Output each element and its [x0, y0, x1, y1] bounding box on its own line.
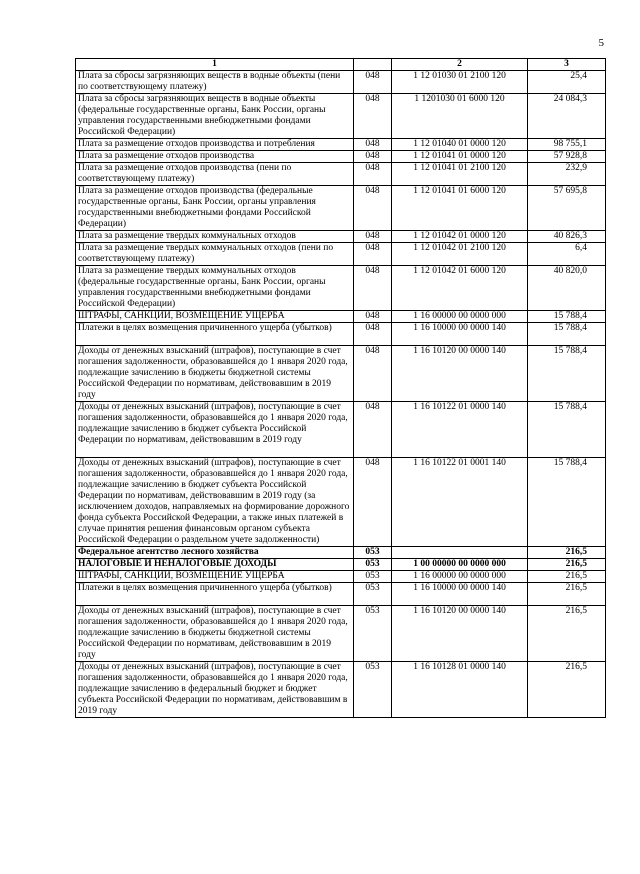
row-admin-code-cell: 048	[354, 458, 392, 547]
table-header-row	[76, 59, 606, 71]
row-amount-cell: 40 820,0	[528, 266, 606, 311]
table-row	[76, 402, 606, 458]
row-amount-cell: 216,5	[528, 583, 606, 606]
row-admin-code-cell: 048	[354, 139, 392, 151]
row-name-cell: Плата за размещение отходов производства	[76, 151, 354, 163]
row-amount-cell: 6,4	[528, 243, 606, 266]
table-row	[76, 311, 606, 323]
revenue-table	[75, 58, 606, 718]
row-admin-code-cell: 048	[354, 94, 392, 139]
row-budget-code-cell: 1 16 10000 00 0000 140	[392, 583, 528, 606]
row-admin-code-cell: 048	[354, 311, 392, 323]
row-amount-cell: 216,5	[528, 662, 606, 718]
row-amount-cell: 57 928,8	[528, 151, 606, 163]
row-name-cell: Плата за размещение отходов производства и потребления	[76, 139, 354, 151]
row-budget-code-cell: 1 16 10128 01 0000 140	[392, 662, 528, 718]
table-row	[76, 139, 606, 151]
row-amount-cell: 216,5	[528, 606, 606, 662]
header-col-3: 3	[528, 59, 606, 71]
row-budget-code-cell: 1 12 01041 01 6000 120	[392, 186, 528, 231]
row-admin-code-cell: 053	[354, 583, 392, 606]
row-name-cell: Платежи в целях возмещения причиненного ущерба (убытков)	[76, 583, 354, 606]
table-row	[76, 662, 606, 718]
table-row	[76, 71, 606, 94]
row-amount-cell: 15 788,4	[528, 458, 606, 547]
row-name-cell: Доходы от денежных взысканий (штрафов), поступающие в счет погашения задолженности, образовавшейся до 1 января 2020 года, подлежащие зачислению в федеральный бюджет и бюджет субъекта Российской Федерации по нормативам, действовавшим в 2019 году	[76, 662, 354, 718]
row-amount-cell: 98 755,1	[528, 139, 606, 151]
row-admin-code-cell: 048	[354, 231, 392, 243]
row-amount-cell: 15 788,4	[528, 323, 606, 346]
row-budget-code-cell: 1 16 10120 00 0000 140	[392, 346, 528, 402]
table-row	[76, 151, 606, 163]
row-name-cell: ШТРАФЫ, САНКЦИИ, ВОЗМЕЩЕНИЕ УЩЕРБА	[76, 311, 354, 323]
row-amount-cell: 15 788,4	[528, 402, 606, 458]
row-budget-code-cell: 1 12 01030 01 2100 120	[392, 71, 528, 94]
header-col-admin	[354, 59, 392, 71]
row-admin-code-cell: 048	[354, 243, 392, 266]
row-amount-cell: 216,5	[528, 559, 606, 571]
table-row	[76, 231, 606, 243]
row-amount-cell: 232,9	[528, 163, 606, 186]
row-name-cell: Плата за сбросы загрязняющих веществ в водные объекты (федеральные государственные органы, Банк России, органы управления государственными внебюджетными фондами Российской Федерации)	[76, 94, 354, 139]
row-admin-code-cell: 053	[354, 606, 392, 662]
page-number: 5	[598, 37, 604, 49]
table-row	[76, 163, 606, 186]
header-col-1: 1	[76, 59, 354, 71]
row-admin-code-cell: 053	[354, 547, 392, 559]
row-amount-cell: 15 788,4	[528, 311, 606, 323]
row-amount-cell: 15 788,4	[528, 346, 606, 402]
row-budget-code-cell	[392, 547, 528, 559]
table-row	[76, 243, 606, 266]
table-row	[76, 346, 606, 402]
row-amount-cell: 57 695,8	[528, 186, 606, 231]
row-budget-code-cell: 1 12 01040 01 0000 120	[392, 139, 528, 151]
row-budget-code-cell: 1 12 01042 01 2100 120	[392, 243, 528, 266]
row-name-cell: Плата за размещение отходов производства (федеральные государственные органы, Банк России, органы управления государственными внебюджетными фондами Российской Федерации)	[76, 186, 354, 231]
row-budget-code-cell: 1 00 00000 00 0000 000	[392, 559, 528, 571]
row-admin-code-cell: 048	[354, 266, 392, 311]
row-budget-code-cell: 1 12 01041 01 2100 120	[392, 163, 528, 186]
row-name-cell: Плата за сбросы загрязняющих веществ в водные объекты (пени по соответствующему платежу)	[76, 71, 354, 94]
row-admin-code-cell: 048	[354, 163, 392, 186]
table-row	[76, 583, 606, 606]
row-budget-code-cell: 1 12 01042 01 6000 120	[392, 266, 528, 311]
row-amount-cell: 40 826,3	[528, 231, 606, 243]
row-name-cell: Доходы от денежных взысканий (штрафов), поступающие в счет погашения задолженности, образовавшейся до 1 января 2020 года, подлежащие зачислению в бюджет субъекта Российской Федерации по нормативам, действовавшим в 2019 году (за исключением доходов, направляемых на формирование дорожного фонда субъекта Российской Федерации, а также иных платежей в случае принятия решения финансовым органом субъекта Российской Федерации о раздельном учете задолженности)	[76, 458, 354, 547]
row-name-cell: Платежи в целях возмещения причиненного ущерба (убытков)	[76, 323, 354, 346]
table-row	[76, 94, 606, 139]
row-budget-code-cell: 1 16 00000 00 0000 000	[392, 571, 528, 583]
row-budget-code-cell: 1 12 01042 01 0000 120	[392, 231, 528, 243]
row-admin-code-cell: 048	[354, 186, 392, 231]
row-name-cell: Плата за размещение твердых коммунальных отходов (пени по соответствующему платежу)	[76, 243, 354, 266]
row-budget-code-cell: 1 12 01041 01 0000 120	[392, 151, 528, 163]
row-budget-code-cell: 1 16 10122 01 0000 140	[392, 402, 528, 458]
row-amount-cell: 25,4	[528, 71, 606, 94]
row-name-cell: Федеральное агентство лесного хозяйства	[76, 547, 354, 559]
row-admin-code-cell: 048	[354, 346, 392, 402]
table-row	[76, 266, 606, 311]
row-budget-code-cell: 1 16 10122 01 0001 140	[392, 458, 528, 547]
table-row	[76, 458, 606, 547]
row-admin-code-cell: 048	[354, 402, 392, 458]
row-admin-code-cell: 048	[354, 71, 392, 94]
row-budget-code-cell: 1 16 10120 00 0000 140	[392, 606, 528, 662]
row-admin-code-cell: 053	[354, 559, 392, 571]
table-row	[76, 547, 606, 559]
row-admin-code-cell: 048	[354, 323, 392, 346]
row-admin-code-cell: 053	[354, 571, 392, 583]
row-budget-code-cell: 1 16 00000 00 0000 000	[392, 311, 528, 323]
row-name-cell: Доходы от денежных взысканий (штрафов), поступающие в счет погашения задолженности, образовавшейся до 1 января 2020 года, подлежащие зачислению в бюджеты бюджетной системы Российской Федерации по нормативам, действовавшим в 2019 году	[76, 606, 354, 662]
row-admin-code-cell: 053	[354, 662, 392, 718]
row-name-cell: ШТРАФЫ, САНКЦИИ, ВОЗМЕЩЕНИЕ УЩЕРБА	[76, 571, 354, 583]
row-name-cell: НАЛОГОВЫЕ И НЕНАЛОГОВЫЕ ДОХОДЫ	[76, 559, 354, 571]
table-row	[76, 186, 606, 231]
row-amount-cell: 216,5	[528, 547, 606, 559]
row-budget-code-cell: 1 1201030 01 6000 120	[392, 94, 528, 139]
row-amount-cell: 24 084,3	[528, 94, 606, 139]
row-budget-code-cell: 1 16 10000 00 0000 140	[392, 323, 528, 346]
table-row	[76, 559, 606, 571]
row-name-cell: Плата за размещение отходов производства (пени по соответствующему платежу)	[76, 163, 354, 186]
row-admin-code-cell: 048	[354, 151, 392, 163]
table-row	[76, 571, 606, 583]
table-row	[76, 323, 606, 346]
header-col-2: 2	[392, 59, 528, 71]
row-amount-cell: 216,5	[528, 571, 606, 583]
row-name-cell: Доходы от денежных взысканий (штрафов), поступающие в счет погашения задолженности, образовавшейся до 1 января 2020 года, подлежащие зачислению в бюджеты бюджетной системы Российской Федерации по нормативам, действовавшим в 2019 году	[76, 346, 354, 402]
row-name-cell: Плата за размещение твердых коммунальных отходов	[76, 231, 354, 243]
row-name-cell: Плата за размещение твердых коммунальных отходов (федеральные государственные органы, Банк России, органы управления государственными внебюджетными фондами Российской Федерации)	[76, 266, 354, 311]
row-name-cell: Доходы от денежных взысканий (штрафов), поступающие в счет погашения задолженности, образовавшейся до 1 января 2020 года, подлежащие зачислению в бюджет субъекта Российской Федерации по нормативам, действовавшим в 2019 году	[76, 402, 354, 458]
table-row	[76, 606, 606, 662]
